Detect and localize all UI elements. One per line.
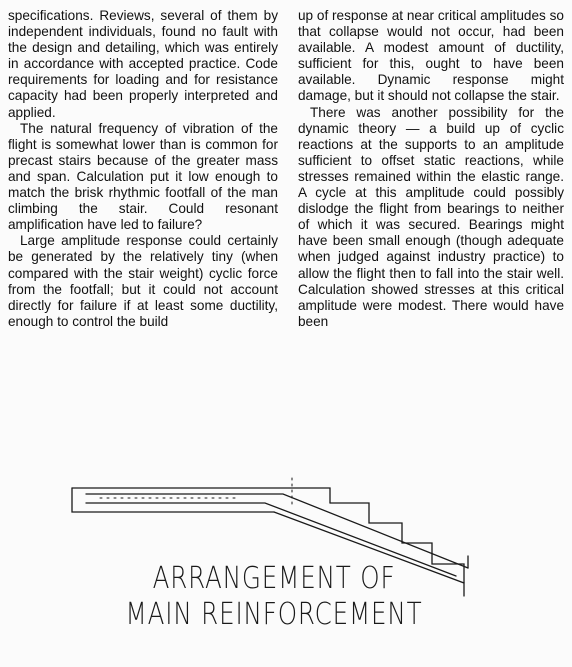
left-text-column	[8, 8, 278, 330]
figure-caption-line-1: ARRANGEMENT OF	[152, 561, 396, 596]
right-paragraph-1: up of response at near critical amplitudes so that collapse would not occur, had been available. A modest amount of ductility, sufficient for this, ought to have been available. Dynamic response might damage, but it should not collapse the stair.	[298, 8, 564, 104]
landing-slab-outline	[72, 488, 330, 503]
figure-caption-line-2: MAIN REINFORCEMENT	[125, 597, 423, 632]
right-text-column	[298, 8, 564, 330]
right-paragraph-2: There was another possibility for the dynamic theory — a build up of cyclic reactions at the supports to an amplitude sufficient to offset static reactions, while stresses remained within the elastic range. A cycle at this amplitude could possibly dislodge the flight from bearings to neither of which it was secured. Bearings might have been small enough (though adequate when judged against industry practice) to allow the flight then to fall into the stair well. Calculation showed stresses at this critical amplitude were modest. There would have been	[298, 104, 564, 329]
left-paragraph-3: Large amplitude response could certainly be generated by the relatively tiny (when compared with the stair weight) cyclic force from the footfall; but it could not account directly for failure if at least some ductility, enough to control the build	[8, 233, 278, 329]
main-reinforcement-bar-upper	[86, 494, 468, 568]
left-paragraph-1: specifications. Reviews, several of them by independent individuals, found no fault with the design and detailing, which was entirely in accordance with accepted practice. Code requirements for loading and for resistance capacity had been properly interpreted and applied.	[8, 8, 278, 120]
left-paragraph-2: The natural frequency of vibration of the flight is somewhat lower than is common for precast stairs because of the greater mass and span. Calculation put it low enough to match the brisk rhythmic footfall of the man climbing the stair. Could resonant amplification have led to failure?	[8, 120, 278, 233]
landing-slab-bottom	[72, 488, 274, 512]
